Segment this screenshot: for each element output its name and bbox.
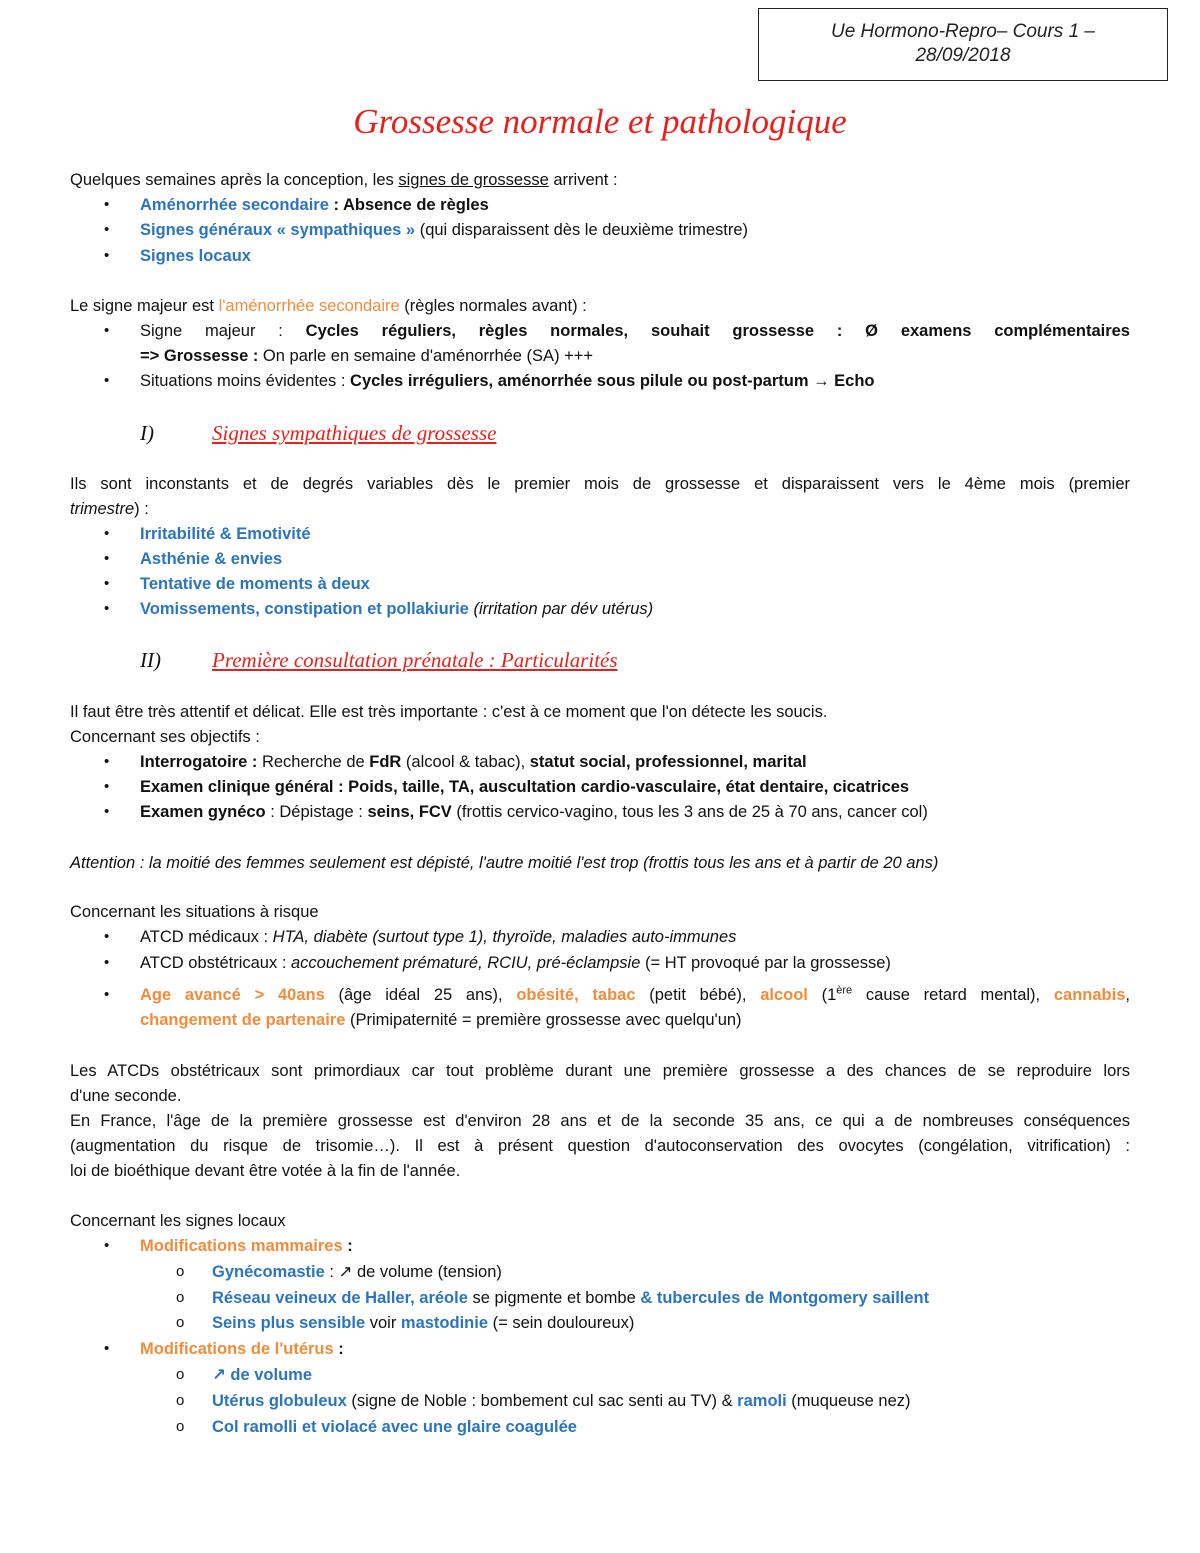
bullet: • bbox=[104, 196, 110, 213]
bold-text: Examen clinique général : Poids, taille, TA, auscultation cardio-vasculaire, état dentaire, cicatrices bbox=[140, 778, 910, 796]
list-item bbox=[140, 547, 1130, 571]
text: (= sein douloureux) bbox=[488, 1314, 635, 1332]
bold-text: => Grossesse : bbox=[140, 347, 263, 365]
major-sign-line bbox=[70, 294, 1130, 318]
text: voir bbox=[365, 1314, 401, 1332]
section-title: Signes sympathiques de grossesse bbox=[212, 421, 497, 445]
text: Recherche de bbox=[257, 753, 370, 771]
header-line-2: 28/09/2018 bbox=[915, 45, 1011, 66]
text: (âge idéal 25 ans), bbox=[324, 986, 517, 1004]
intro-underlined: signes de grossesse bbox=[398, 171, 549, 189]
sub-bullet: o bbox=[176, 1314, 185, 1331]
bullet: • bbox=[104, 247, 110, 264]
list-item bbox=[140, 1337, 1130, 1361]
sign-label: Signes généraux « sympathiques » bbox=[140, 221, 416, 239]
text: cause retard mental), bbox=[852, 986, 1054, 1004]
bullet: • bbox=[104, 1237, 110, 1254]
orange-text: Modifications mammaires bbox=[140, 1237, 343, 1255]
section-title: Première consultation prénatale : Particularités bbox=[212, 648, 618, 672]
sub-list-item bbox=[212, 1286, 1132, 1310]
page-title: Grossesse normale et pathologique bbox=[353, 102, 847, 141]
italic-text: HTA, diabète (surtout type 1), thyroïde, maladies auto-immunes bbox=[272, 928, 737, 946]
text: (muqueuse nez) bbox=[786, 1392, 911, 1410]
sub-list-item bbox=[212, 1311, 1132, 1335]
bold-text: FdR bbox=[369, 753, 402, 771]
intro-text: Quelques semaines après la conception, les bbox=[70, 171, 399, 189]
text: : bbox=[342, 1237, 353, 1255]
paragraph-line: (augmentation du risque de trisomie…). Il est à présent question d'autoconservation des ovocytes (congélation, vitrification) : bbox=[70, 1137, 1130, 1155]
text: : bbox=[333, 1340, 344, 1358]
header-line-1: Ue Hormono-Repro– Cours 1 – bbox=[830, 21, 1095, 42]
orange-text: alcool bbox=[760, 986, 808, 1004]
list-item bbox=[140, 775, 1130, 799]
bold-text: Interrogatoire : bbox=[140, 753, 258, 771]
sign-label: Signes locaux bbox=[140, 247, 251, 265]
text: (= HT provoqué par la grossesse) bbox=[640, 954, 891, 972]
intro-text-end: arrivent : bbox=[548, 171, 618, 189]
section-number: II) bbox=[140, 648, 161, 672]
item-label: Tentative de moments à deux bbox=[140, 575, 370, 593]
text: ATCD obstétricaux : bbox=[140, 954, 291, 972]
list-item bbox=[140, 369, 1130, 393]
bullet: • bbox=[104, 575, 110, 592]
sign-label: Aménorrhée secondaire bbox=[140, 196, 329, 214]
list-item bbox=[140, 572, 1130, 596]
bullet: • bbox=[104, 928, 110, 945]
blue-text: & tubercules de Montgomery saillent bbox=[640, 1289, 930, 1307]
text: Le signe majeur est bbox=[70, 297, 219, 315]
list-item bbox=[140, 800, 1130, 824]
blue-text: Réseau veineux de Haller, aréole bbox=[212, 1289, 468, 1307]
text: (Primipaternité = première grossesse avec quelqu'un) bbox=[345, 1011, 742, 1029]
blue-text: Seins plus sensible bbox=[212, 1314, 366, 1332]
sub-bullet: o bbox=[176, 1263, 185, 1280]
paragraph-line: Concernant les situations à risque bbox=[70, 903, 319, 921]
bullet: • bbox=[104, 986, 110, 1003]
bullet: • bbox=[104, 954, 110, 971]
superscript: ère bbox=[836, 984, 853, 997]
text: (règles normales avant) : bbox=[399, 297, 587, 315]
bold-text: Cycles réguliers, règles normales, souhait grossesse : Ø examens complémentaires bbox=[305, 322, 1130, 340]
bullet: • bbox=[104, 550, 110, 567]
text: : Dépistage : bbox=[265, 803, 368, 821]
list-item-continued bbox=[140, 344, 1130, 368]
bold-text: Cycles irréguliers, aménorrhée sous pilule ou post-partum → Echo bbox=[350, 372, 875, 390]
list-item bbox=[140, 925, 1130, 949]
bullet: • bbox=[104, 803, 110, 820]
item-label: Asthénie & envies bbox=[140, 550, 283, 568]
course-header-box bbox=[758, 8, 1168, 81]
text: (frottis cervico-vagino, tous les 3 ans de 25 à 70 ans, cancer col) bbox=[451, 803, 928, 821]
list-item bbox=[140, 319, 1130, 343]
text: Signe majeur : bbox=[140, 322, 306, 340]
text: : ↗ de volume (tension) bbox=[324, 1263, 502, 1281]
text: ATCD médicaux : bbox=[140, 928, 273, 946]
bullet: • bbox=[104, 525, 110, 542]
paragraph-line: loi de bioéthique devant être votée à la fin de l'année. bbox=[70, 1162, 461, 1180]
list-item bbox=[140, 1234, 1130, 1258]
blue-text: Utérus globuleux bbox=[212, 1392, 347, 1410]
section-number: I) bbox=[140, 421, 154, 445]
bold-text: statut social, professionnel, marital bbox=[529, 753, 807, 771]
sub-bullet: o bbox=[176, 1366, 185, 1383]
text: (1 bbox=[807, 986, 837, 1004]
sub-list-item bbox=[212, 1415, 1132, 1439]
paragraph-line: d'une seconde. bbox=[70, 1087, 182, 1105]
text: On parle en semaine d'aménorrhée (SA) +++ bbox=[262, 347, 594, 365]
blue-text: mastodinie bbox=[400, 1314, 489, 1332]
text: (signe de Noble : bombement cul sac senti au TV) & bbox=[346, 1392, 738, 1410]
list-item bbox=[140, 983, 1130, 1007]
orange-text: cannabis bbox=[1053, 986, 1126, 1004]
orange-text: Modifications de l'utérus bbox=[140, 1340, 334, 1358]
orange-text: Age avancé > 40ans bbox=[140, 986, 325, 1004]
bullet: • bbox=[104, 322, 110, 339]
bullet: • bbox=[104, 753, 110, 770]
list-item-continued bbox=[140, 1008, 1130, 1032]
sub-bullet: o bbox=[176, 1392, 185, 1409]
intro-line bbox=[70, 168, 1130, 192]
sub-list-item bbox=[212, 1389, 1132, 1413]
text: (alcool & tabac), bbox=[401, 753, 530, 771]
sign-rest: : Absence de règles bbox=[328, 196, 489, 214]
bullet: • bbox=[104, 221, 110, 238]
list-item bbox=[140, 193, 1130, 217]
list-item bbox=[140, 597, 1130, 621]
italic-text: (irritation par dév utérus) bbox=[468, 600, 654, 618]
paragraph-line: En France, l'âge de la première grossesse est d'environ 28 ans et de la seconde 35 ans, ce qui a de nombreuses conséquences bbox=[70, 1112, 1130, 1130]
attention-note: Attention : la moitié des femmes seulement est dépisté, l'autre moitié l'est trop (frottis tous les ans et à partir de 20 ans) bbox=[70, 854, 939, 872]
blue-text: Col ramolli et violacé avec une glaire coagulée bbox=[212, 1418, 577, 1436]
italic-text: accouchement prématuré, RCIU, pré-éclampsie bbox=[291, 954, 641, 972]
list-item bbox=[140, 750, 1130, 774]
text: (petit bébé), bbox=[635, 986, 761, 1004]
sub-bullet: o bbox=[176, 1289, 185, 1306]
orange-text: obésité, tabac bbox=[516, 986, 636, 1004]
item-label: Irritabilité & Emotivité bbox=[140, 525, 311, 543]
sub-list-item bbox=[212, 1260, 1132, 1284]
bullet: • bbox=[104, 600, 110, 617]
list-item bbox=[140, 522, 1130, 546]
bold-text: seins, FCV bbox=[367, 803, 452, 821]
blue-text: Gynécomastie bbox=[212, 1263, 325, 1281]
highlight-text: l'aménorrhée secondaire bbox=[218, 297, 400, 315]
bold-text: Examen gynéco bbox=[140, 803, 266, 821]
paragraph-line: Il faut être très attentif et délicat. Elle est très importante : c'est à ce moment que l'on détecte les soucis. bbox=[70, 703, 828, 721]
text: se pigmente et bombe bbox=[467, 1289, 641, 1307]
bullet: • bbox=[104, 778, 110, 795]
list-item bbox=[140, 218, 1130, 242]
sub-list-item bbox=[212, 1363, 1132, 1387]
paragraph-line: Concernant ses objectifs : bbox=[70, 728, 260, 746]
italic-text: trimestre bbox=[70, 500, 135, 518]
paragraph-line bbox=[70, 497, 1130, 521]
sub-bullet: o bbox=[176, 1418, 185, 1435]
text: , bbox=[1125, 986, 1130, 1004]
paragraph-line: Concernant les signes locaux bbox=[70, 1212, 286, 1230]
orange-text: changement de partenaire bbox=[140, 1011, 346, 1029]
bullet: • bbox=[104, 372, 110, 389]
text: ) : bbox=[134, 500, 149, 518]
item-label: Vomissements, constipation et pollakiurie bbox=[140, 600, 469, 618]
blue-text: ↗ de volume bbox=[212, 1366, 313, 1384]
sign-rest: (qui disparaissent dès le deuxième trimestre) bbox=[415, 221, 749, 239]
text: Situations moins évidentes : bbox=[140, 372, 351, 390]
bullet: • bbox=[104, 1340, 110, 1357]
paragraph-line: Les ATCDs obstétricaux sont primordiaux car tout problème durant une première grossesse a des chances de se reproduire lors bbox=[70, 1062, 1130, 1080]
blue-text: ramoli bbox=[737, 1392, 787, 1410]
list-item bbox=[140, 244, 1130, 268]
paragraph-line: Ils sont inconstants et de degrés variables dès le premier mois de grossesse et disparaissent vers le 4ème mois (premier bbox=[70, 475, 1130, 493]
list-item bbox=[140, 951, 1130, 975]
